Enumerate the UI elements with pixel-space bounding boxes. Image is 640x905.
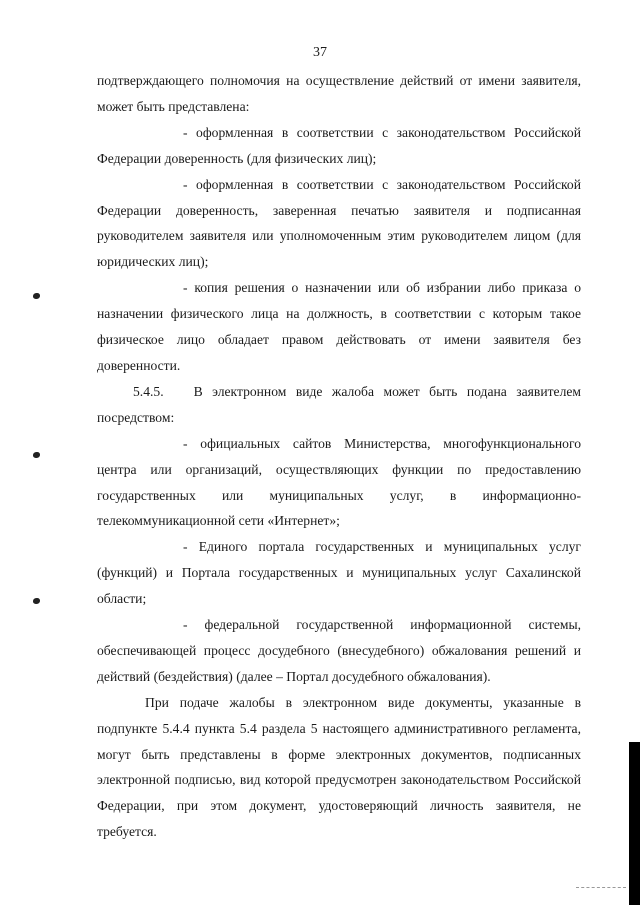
punch-hole-mark xyxy=(33,452,40,458)
section-number: 5.4.5. xyxy=(133,383,164,399)
list-item: - официальных сайтов Министерства, многофункционального центра или организаций, осуществляющих функции по предоставлению государственных или муниципальных услуг, в информационно-телекоммуникационной сети «Интернет»; xyxy=(97,435,581,529)
punch-hole-mark xyxy=(33,293,40,299)
section-text: В электронном виде жалоба может быть подана заявителем посредством: xyxy=(97,383,581,425)
page-number: 37 xyxy=(313,45,327,60)
list-item: - федеральной государственной информационной системы, обеспечивающей процесс досудебного (внесудебного) обжалования решений и действий (бездействия) (далее – Портал досудебного обжалования). xyxy=(97,617,581,684)
body-text xyxy=(97,68,581,845)
list-item: - Единого портала государственных и муниципальных услуг (функций) и Портала государственных и муниципальных услуг Сахалинской области; xyxy=(97,539,581,607)
list-item: - оформленная в соответствии с законодательством Российской Федерации доверенность (для физических лиц); xyxy=(97,124,581,166)
paragraph: подтверждающего полномочия на осуществление действий от имени заявителя, может быть представлена: xyxy=(97,73,581,114)
scan-edge-bar xyxy=(629,742,640,905)
punch-hole-mark xyxy=(33,598,40,604)
scan-edge-line xyxy=(576,887,626,888)
section-paragraph xyxy=(97,379,581,431)
list-item: - копия решения о назначении или об избрании либо приказа о назначении физического лица на должность, в соответствии с которым такое физическое лицо обладает правом действовать от имени заявителя без доверенности. xyxy=(97,280,581,373)
paragraph: При подаче жалобы в электронном виде документы, указанные в подпункте 5.4.4 пункта 5.4 раздела 5 настоящего административного регламента, могут быть представлены в форме электронных документов, подписанных электронной подписью, вид которой предусмотрен законодательством Российской Федерации, при этом документ, удостоверяющий личность заявителя, не требуется. xyxy=(97,694,581,840)
list-item: - оформленная в соответствии с законодательством Российской Федерации доверенность, заверенная печатью заявителя и подписанная руководителем заявителя или уполномоченным этим руководителем лицом (для юридических лиц); xyxy=(97,176,581,270)
